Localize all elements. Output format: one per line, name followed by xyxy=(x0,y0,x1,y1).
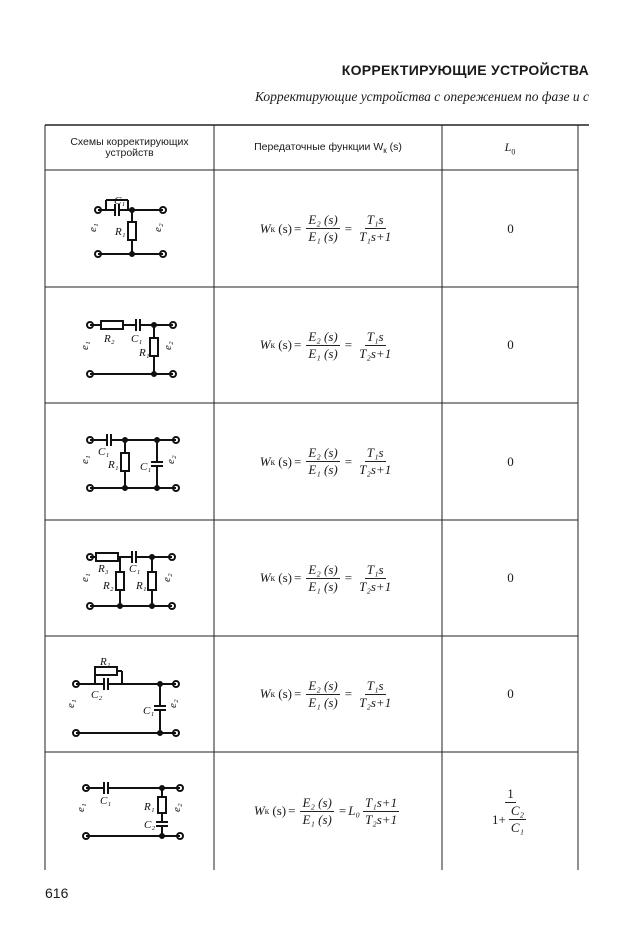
svg-text:e₂: e₂ xyxy=(161,573,173,582)
svg-text:C₁: C₁ xyxy=(98,446,110,458)
label-e2: e₂ xyxy=(152,223,164,232)
svg-text:e₂: e₂ xyxy=(171,803,183,812)
header-l0: $L_0$ xyxy=(504,140,516,157)
label-r1: R₁ xyxy=(115,226,126,238)
svg-text:e₁: e₁ xyxy=(79,455,91,464)
l0-value-2: 0 xyxy=(507,337,514,352)
circuit-diagram-5 xyxy=(73,667,179,736)
l0-value-6: 1 1+ $\frac{\text{C₂}}{\text{C₁}}$ xyxy=(491,786,525,835)
transfer-function-1: W к (s) = $\frac{\text{E₂ (s)}}{\text{E₁ (s)}}$ = $\frac{\text{T₁s}}{\text{T₁s+1}}$ xyxy=(259,212,392,244)
l0-value-3: 0 xyxy=(507,453,514,469)
l0-value-5: 0 xyxy=(507,686,514,701)
circuit-labels-2 xyxy=(79,333,174,359)
circuit-diagram-6 xyxy=(83,782,183,839)
l0-value-4: 0 xyxy=(507,570,514,585)
transfer-function-3: W к (s) = $\frac{\text{E₂ (s)}}{\text{E₁ (s)}}$ = $\frac{\text{T₁s}}{\text{T₂s+1}}$ xyxy=(259,445,392,477)
svg-text:R₁: R₁ xyxy=(100,656,111,668)
svg-text:R₂: R₂ xyxy=(104,333,115,345)
svg-text:R₂: R₂ xyxy=(103,580,114,592)
svg-text:e₂: e₂ xyxy=(162,341,174,350)
svg-text:e₂: e₂ xyxy=(167,699,179,708)
page-number: 616 xyxy=(45,885,69,901)
table-caption: Корректирующие устройства с опережением по фазе и с xyxy=(254,89,589,104)
transfer-function-2: W к (s) = $\frac{\text{E₂ (s)}}{\text{E₁ (s)}}$ = $\frac{\text{T₁s}}{\text{T₂s+1}}$ xyxy=(259,328,392,361)
l0-value-1: 0 xyxy=(507,220,514,236)
svg-text:C₁: C₁ xyxy=(129,563,141,575)
svg-text:R₁: R₁ xyxy=(139,347,150,359)
transfer-function-5: W к (s) = $\frac{\text{E₂ (s)}}{\text{E₁ (s)}}$ = $\frac{\text{T₁s}}{\text{T₂s+1}}$ xyxy=(259,677,392,710)
svg-text:C₂: C₂ xyxy=(91,689,103,701)
svg-text:e₁: e₁ xyxy=(79,341,91,350)
svg-text:R₁: R₁ xyxy=(136,580,147,592)
circuit-labels-5 xyxy=(65,656,179,717)
svg-text:C₁: C₁ xyxy=(143,705,155,717)
svg-text:e₂: e₂ xyxy=(165,455,177,464)
svg-text:C₁: C₁ xyxy=(100,795,112,807)
svg-text:C₁: C₁ xyxy=(140,461,152,473)
svg-text:e₁: e₁ xyxy=(65,699,77,708)
svg-text:e₁: e₁ xyxy=(75,803,87,812)
label-e1: e₁ xyxy=(87,223,99,232)
circuit-labels-4 xyxy=(79,563,173,592)
svg-text:R₁: R₁ xyxy=(144,801,155,813)
transfer-function-4: W к (s) = $\frac{\text{E₂ (s)}}{\text{E₁ (s)}}$ = $\frac{\text{T₁s}}{\text{T₂s+1}}$ xyxy=(259,561,392,594)
svg-text:C₂: C₂ xyxy=(144,819,156,831)
label-c1: C₁ xyxy=(114,195,126,207)
svg-text:R₁: R₁ xyxy=(108,459,119,471)
svg-text:e₁: e₁ xyxy=(79,573,91,582)
header-transfer-functions: Передаточные функции $W_к$ (s) xyxy=(254,141,402,156)
svg-text:C₁: C₁ xyxy=(131,333,143,345)
svg-text:R₃: R₃ xyxy=(98,563,109,575)
transfer-function-6: W к (s) = $\frac{\text{E₂ (s)}}{\text{E₁ (s)}}$ = L₀ $\frac{\text{T₁s+1}}{\text{T₂s+1}}$ xyxy=(253,794,398,827)
page-title: КОРРЕКТИРУЮЩИЕ УСТРОЙСТВА xyxy=(341,62,589,78)
header-schemes: Схемы корректирующих устройств xyxy=(70,136,189,159)
circuit-labels-1 xyxy=(87,195,164,238)
